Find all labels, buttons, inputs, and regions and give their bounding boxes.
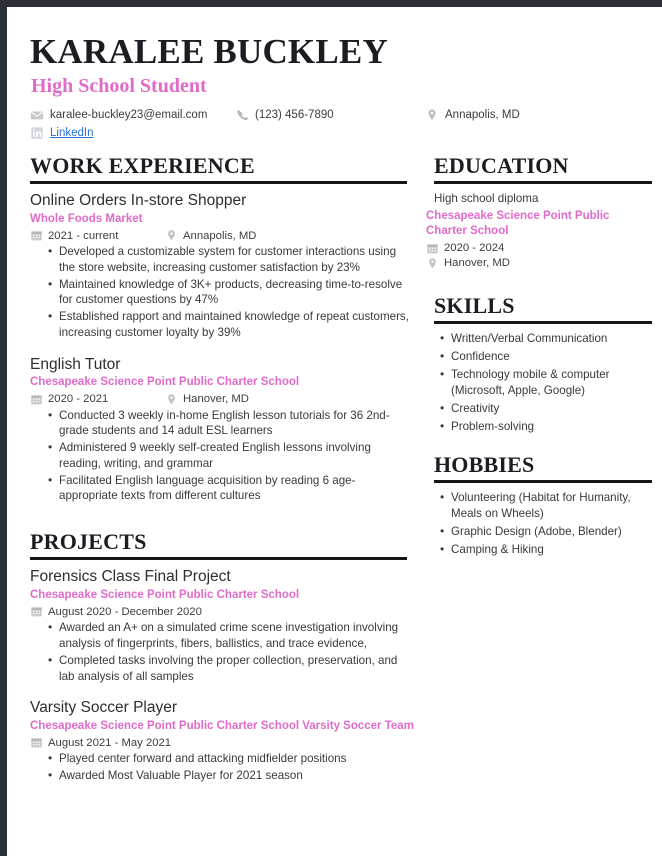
list-item: • Written/Verbal Communication [451, 331, 652, 347]
contact-linkedin[interactable] [30, 126, 93, 140]
project-entry-title: Varsity Soccer Player [30, 699, 178, 717]
education-dates-text: 2020 - 2024 [444, 242, 505, 255]
education-location [426, 257, 510, 270]
project-entry [30, 698, 414, 783]
contact-block [30, 108, 648, 140]
spacer [426, 272, 652, 294]
work-entry-dates-text: 2020 - 2021 [48, 393, 109, 406]
linkedin-icon [30, 126, 44, 140]
project-entry-bullets [30, 751, 414, 784]
work-entry-org: Chesapeake Science Point Public Charter School [30, 376, 300, 389]
project-entry-dates [30, 605, 202, 618]
contact-location [425, 108, 520, 122]
list-item: • Awarded Most Valuable Player for 2021 season [59, 768, 414, 784]
location-pin-icon [425, 108, 439, 122]
list-item: • Awarded an A+ on a simulated crime scene investigation involving analysis of fingerprints, fibers, ballistics, and trace evidence, [59, 620, 414, 652]
contact-location-text: Annapolis, MD [445, 109, 520, 122]
hobbies-list [426, 490, 652, 558]
calendar-icon [30, 393, 43, 406]
work-entry-dates [30, 393, 165, 406]
work-entry-title: English Tutor [30, 355, 121, 373]
work-entry [30, 191, 414, 340]
project-entry-title: Forensics Class Final Project [30, 568, 231, 586]
list-item: • Creativity [451, 401, 652, 417]
project-entry-org: Chesapeake Science Point Public Charter School [30, 588, 300, 601]
resume-header [22, 33, 648, 140]
project-entry-dates [30, 736, 171, 749]
list-item: • Administered 9 weekly self-created English lessons involving reading, writing, and grammar [59, 440, 414, 472]
list-item: • Conducted 3 weekly in-home English lesson tutorials for 36 2nd-grade students and 14 adult ESL learners [59, 408, 414, 440]
section-heading-projects: PROJECTS [30, 529, 147, 555]
list-item: • Confidence [451, 349, 652, 365]
work-entry-org: Whole Foods Market [30, 212, 143, 225]
section-heading-skills: SKILLS [434, 292, 515, 318]
section-rule [434, 321, 652, 324]
project-entry-org: Chesapeake Science Point Public Charter School Varsity Soccer Team [30, 719, 414, 732]
list-item: • Camping & Hiking [451, 542, 652, 558]
calendar-icon [30, 605, 43, 618]
calendar-icon [426, 242, 439, 255]
section-skills [426, 294, 652, 435]
work-entry-bullets [30, 244, 414, 341]
contact-row-secondary [30, 126, 648, 140]
right-column [426, 154, 652, 788]
work-entry [30, 355, 414, 504]
contact-row-primary [30, 108, 648, 122]
location-pin-icon [165, 393, 178, 406]
resume-body [22, 154, 648, 788]
education-school: Chesapeake Science Point Public Charter School [426, 209, 610, 238]
project-entry-bullets [30, 620, 414, 684]
list-item: • Technology mobile & computer (Microsoft, Apple, Google) [451, 367, 652, 399]
section-heading-work-experience: WORK EXPERIENCE [30, 153, 255, 179]
section-heading-hobbies: HOBBIES [434, 451, 535, 477]
work-entry-location [165, 229, 256, 242]
project-entry-meta [30, 605, 414, 618]
contact-phone[interactable] [235, 108, 425, 122]
work-entry-dates-text: 2021 - current [48, 229, 119, 242]
page-title: KARALEE BUCKLEY [30, 32, 388, 71]
education-location-text: Hanover, MD [444, 257, 510, 270]
work-entry-bullets [30, 408, 414, 505]
work-entry-location-text: Hanover, MD [183, 393, 249, 406]
list-item: • Volunteering (Habitat for Humanity, Meals on Wheels) [451, 490, 652, 522]
spacer [426, 437, 652, 453]
section-rule [434, 181, 652, 184]
education-degree: High school diploma [434, 192, 539, 206]
location-pin-icon [426, 257, 439, 270]
list-item: • Played center forward and attacking midfielder positions [59, 751, 414, 767]
work-entry-location-text: Annapolis, MD [183, 229, 257, 242]
list-item: • Developed a customizable system for customer interactions using the store website, increasing customer satisfaction by 23% [59, 244, 414, 276]
work-entry-location [165, 393, 249, 406]
left-column [22, 154, 414, 788]
contact-email-text: karalee-buckley23@email.com [50, 109, 208, 122]
section-projects [22, 530, 414, 784]
list-item: • Completed tasks involving the proper collection, preservation, and lab analysis of all samples [59, 653, 414, 685]
project-entry [30, 567, 414, 684]
list-item: • Graphic Design (Adobe, Blender) [451, 524, 652, 540]
list-item: • Facilitated English language acquisition by reading 6 age-appropriate texts from different cultures [59, 473, 414, 505]
section-rule [30, 181, 407, 184]
section-education [426, 154, 652, 269]
calendar-icon [30, 736, 43, 749]
section-rule [30, 557, 407, 560]
project-entry-dates-text: August 2020 - December 2020 [48, 605, 202, 618]
project-entry-meta [30, 736, 414, 749]
contact-email[interactable] [30, 108, 235, 122]
envelope-icon [30, 108, 44, 122]
work-entry-dates [30, 229, 165, 242]
skills-list [426, 331, 652, 435]
section-work-experience [22, 154, 414, 504]
work-entry-meta [30, 393, 414, 406]
list-item: • Maintained knowledge of 3K+ products, decreasing time-to-resolve for customer questions by 47% [59, 277, 414, 309]
work-entry-meta [30, 229, 414, 242]
work-entry-title: Online Orders In-store Shopper [30, 192, 247, 210]
list-item: • Established rapport and maintained knowledge of repeat customers, increasing customer loyalty by 39% [59, 309, 414, 341]
education-meta-dates [426, 242, 652, 255]
calendar-icon [30, 229, 43, 242]
phone-icon [235, 108, 249, 122]
spacer [22, 508, 414, 530]
contact-phone-text: (123) 456-7890 [255, 109, 334, 122]
list-item: • Problem-solving [451, 419, 652, 435]
section-rule [434, 480, 652, 483]
section-heading-education: EDUCATION [434, 153, 569, 179]
linkedin-link[interactable]: LinkedIn [50, 127, 94, 140]
job-subtitle: High School Student [31, 75, 207, 98]
education-meta-location [426, 257, 652, 270]
project-entry-dates-text: August 2021 - May 2021 [48, 736, 172, 749]
section-hobbies [426, 453, 652, 558]
education-dates [426, 242, 504, 255]
location-pin-icon [165, 229, 178, 242]
